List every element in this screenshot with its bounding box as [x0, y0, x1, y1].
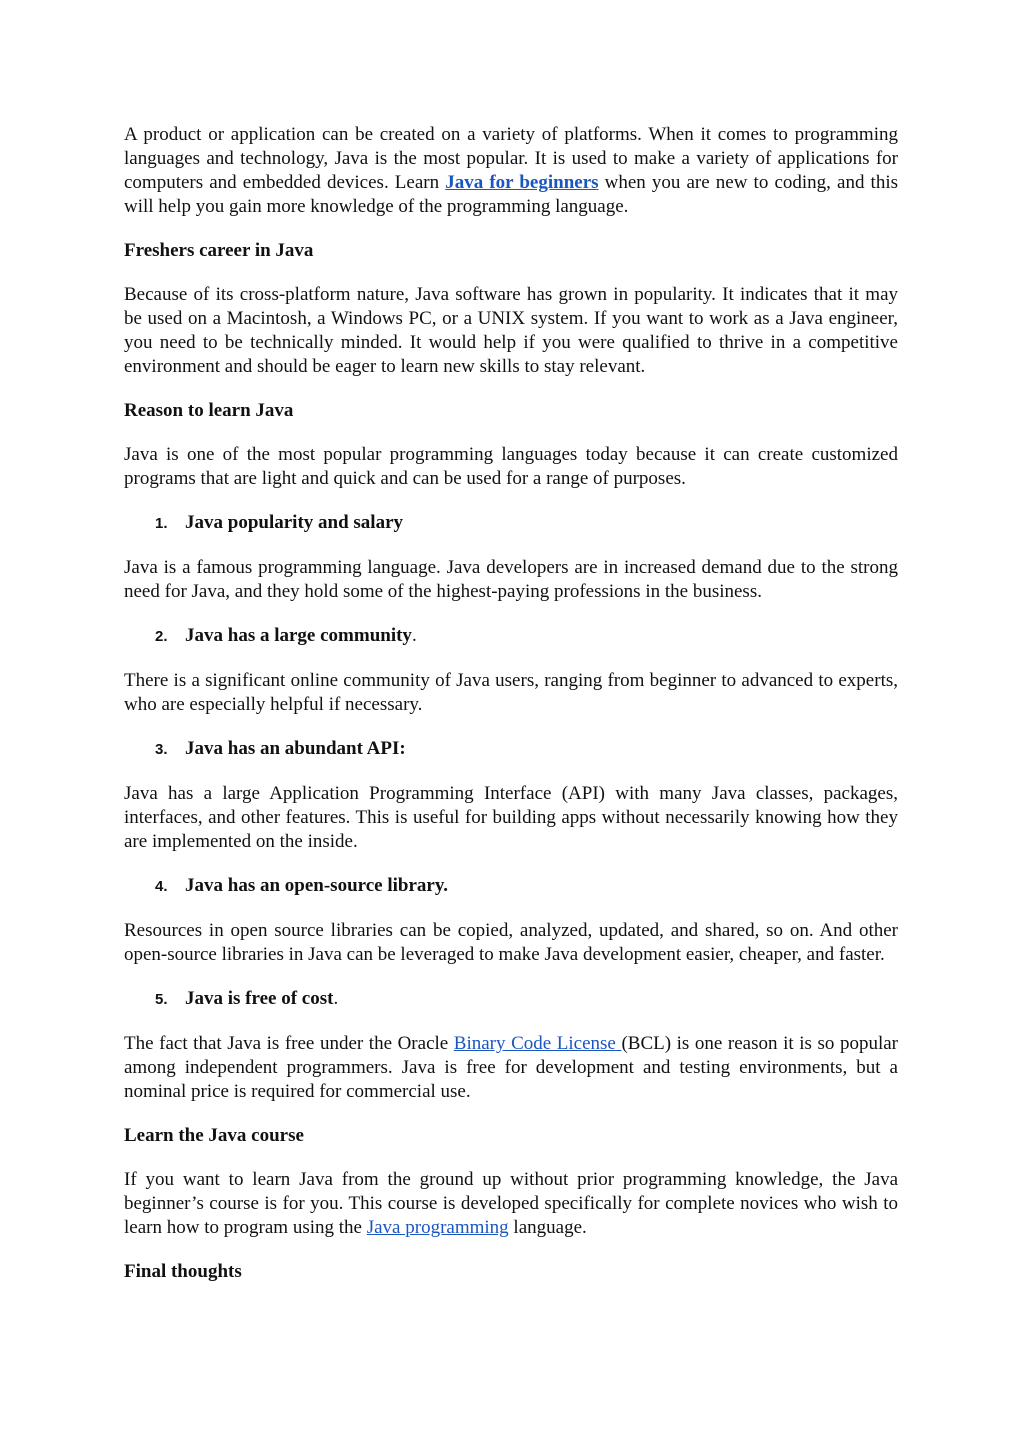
list-number: 4. [155, 878, 168, 895]
reason-heading: Reason to learn Java [124, 400, 294, 421]
course-heading: Learn the Java course [124, 1125, 304, 1146]
intro-text-before: A product or application can be created on a variety of platforms. When it comes to programming languages and technology, Java is the most popular. It is used to make a variety of applications for computers and embedded devices. Learn [124, 124, 898, 193]
java-programming-link[interactable]: Java programming [366, 1217, 509, 1238]
list-item-body-5 [124, 1032, 898, 1104]
bcl-text-before: The fact that Java is free under the Oracle [124, 1033, 454, 1054]
list-item-heading-1 [124, 511, 898, 536]
list-number: 5. [155, 991, 168, 1008]
bcl-text-after: (BCL) is one reason it is so popular among independent programmers. Java is free for development and testing environments, but a nominal price is required for commercial use. [124, 1033, 898, 1102]
document-page [124, 123, 898, 1304]
list-item-heading-2 [124, 624, 898, 649]
list-number: 1. [155, 515, 168, 532]
list-item-body-2: There is a significant online community of Java users, ranging from beginner to advanced to experts, who are especially helpful if necessary. [124, 670, 898, 715]
list-number: 3. [155, 741, 168, 758]
freshers-heading: Freshers career in Java [124, 240, 314, 261]
course-paragraph [124, 1168, 898, 1240]
list-title-tail: . [333, 988, 339, 1009]
list-item-heading-5 [124, 987, 898, 1012]
binary-code-license-link[interactable]: Binary Code License [453, 1033, 622, 1054]
list-title: Java has a large community [185, 625, 412, 646]
course-text-before: If you want to learn Java from the ground up without prior programming knowledge, the Java beginner’s course is for you. This course is developed specifically for complete novices who wish to learn how to program using the [124, 1169, 898, 1238]
intro-text-after: when you are new to coding, and this will help you gain more knowledge of the programming language. [124, 172, 899, 217]
java-for-beginners-link[interactable]: Java for beginners [445, 172, 599, 193]
list-item-body-4: Resources in open source libraries can be copied, analyzed, updated, and shared, so on. And other open-source libraries in Java can be leveraged to make Java development easier, cheaper, and faster. [124, 920, 898, 965]
list-title: Java is free of cost [185, 988, 334, 1009]
final-thoughts-heading: Final thoughts [124, 1261, 242, 1282]
list-item-heading-3 [124, 737, 898, 762]
course-text-after: language. [508, 1217, 587, 1238]
reason-paragraph: Java is one of the most popular programming languages today because it can create customized programs that are light and quick and can be used for a range of purposes. [124, 444, 898, 489]
intro-paragraph [124, 123, 898, 219]
list-title: Java has an abundant API: [185, 738, 406, 759]
list-item-heading-4 [124, 874, 898, 899]
list-item-body-3: Java has a large Application Programming Interface (API) with many Java classes, packages, interfaces, and other features. This is useful for building apps without necessarily knowing how they are implemented on the inside. [124, 783, 898, 852]
list-title: Java popularity and salary [185, 512, 404, 533]
freshers-paragraph: Because of its cross-platform nature, Java software has grown in popularity. It indicates that it may be used on a Macintosh, a Windows PC, or a UNIX system. If you want to work as a Java engineer, you need to be technically minded. It would help if you were qualified to thrive in a competitive environment and should be eager to learn new skills to stay relevant. [124, 284, 898, 377]
list-number: 2. [155, 628, 168, 645]
list-title-tail: . [411, 625, 417, 646]
list-title: Java has an open-source library. [185, 875, 449, 896]
list-item-body-1: Java is a famous programming language. Java developers are in increased demand due to the strong need for Java, and they hold some of the highest-paying professions in the business. [124, 557, 898, 602]
